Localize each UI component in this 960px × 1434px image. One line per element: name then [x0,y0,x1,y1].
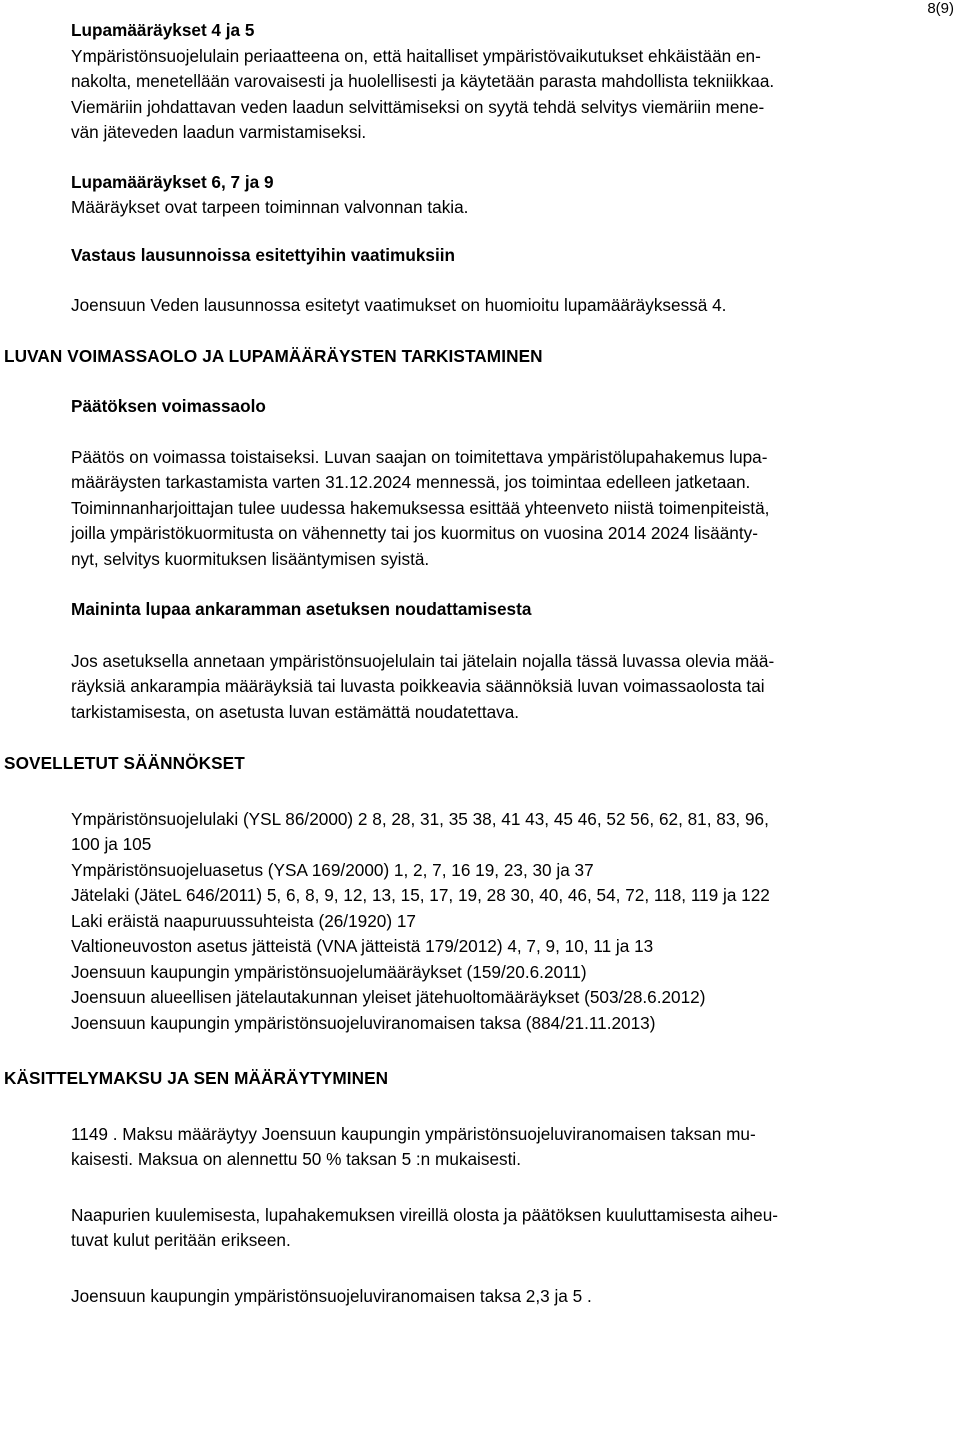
paragraph: Joensuun Veden lausunnossa esitetyt vaatimukset on huomioitu lupamääräyksessä 4. [71,295,727,315]
section-maininta-lupaa [0,597,960,725]
section-heading: Lupamääräykset 6, 7 ja 9 [71,171,274,192]
section-paatoksen-voimassaolo [0,394,960,572]
paragraph-line: Naapurien kuulemisesta, lupahakemuksen vireillä olosta ja päätöksen kuuluttamisesta aiheu- [71,1204,778,1225]
paragraph-line: Viemäriin johdattavan veden laadun selvittämiseksi on syytä tehdä selvitys viemäriin mene- [71,96,765,117]
document-body [0,18,960,1309]
paragraph-line: joilla ympäristökuormitusta on vähennetty tai jos kuormitus on vuosina 2014 2024 lisäänty- [71,523,758,543]
paragraph-line: tarkistamisesta, on asetusta luvan estämättä noudatettava. [71,701,520,722]
section-lupamaaraykset-4-5 [0,18,960,146]
paragraph: Määräykset ovat tarpeen toiminnan valvonnan takia. [71,197,469,217]
paragraph-line: nyt, selvitys kuormituksen lisääntymisen syistä. [71,548,430,569]
paragraph-line: räyksiä ankarampia määräyksiä tai luvasta poikkeavia säännöksiä luvan voimassaolosta tai [71,676,765,696]
list-item: Joensuun kaupungin ympäristönsuojeluviranomaisen taksa (884/21.11.2013) [71,1012,656,1033]
section-kasittelymaksu [0,1122,960,1310]
list-item: Laki eräistä naapuruussuhteista (26/1920) 17 [71,910,416,931]
list-item: Joensuun alueellisen jätelautakunnan yleiset jätehuoltomääräykset (503/28.6.2012) [71,987,706,1007]
main-heading-sovelletut-saannokset: SOVELLETUT SÄÄNNÖKSET [4,753,245,773]
page-number: 8(9) [927,0,954,17]
section-heading: Maininta lupaa ankaramman asetuksen noudattamisesta [71,599,532,619]
paragraph-line: Toiminnanharjoittajan tulee uudessa hakemuksessa esittää yhteenveto niistä toimenpiteistä, [71,497,770,518]
list-item: 100 ja 105 [71,834,152,854]
list-item: Joensuun kaupungin ympäristönsuojelumääräykset (159/20.6.2011) [71,961,587,982]
sub-heading: Päätöksen voimassaolo [71,396,266,416]
list-item: Jätelaki (JäteL 646/2011) 5, 6, 8, 9, 12, 13, 15, 17, 19, 28 30, 40, 46, 54, 72, 118, 119 ja 122 [71,885,770,905]
main-heading-luvan-voimassaolo: LUVAN VOIMASSAOLO JA LUPAMÄÄRÄYSTEN TARKISTAMINEN [4,345,543,366]
paragraph-line: kaisesti. Maksua on alennettu 50 % taksan 5 :n mukaisesti. [71,1149,521,1169]
paragraph-line: nakolta, menetellään varovaisesti ja huolellisesti ja käytetään parasta mahdollista tekniikkaa. [71,71,775,91]
paragraph-line: 1149 . Maksu määräytyy Joensuun kaupungin ympäristönsuojeluviranomaisen taksan mu- [71,1123,756,1144]
paragraph-line: Joensuun kaupungin ympäristönsuojeluviranomaisen taksa 2,3 ja 5 . [71,1285,592,1306]
section-vastaus-lausunnoissa [0,243,960,319]
paragraph-line: vän jäteveden laadun varmistamiseksi. [71,122,367,142]
paragraph-line: tuvat kulut peritään erikseen. [71,1230,291,1250]
section-heading: Vastaus lausunnoissa esitettyihin vaatimuksiin [71,244,455,265]
paragraph-line: määräysten tarkastamista varten 31.12.2024 mennessä, jos toimintaa edelleen jatketaan. [71,472,751,492]
list-item: Valtioneuvoston asetus jätteistä (VNA jätteistä 179/2012) 4, 7, 9, 10, 11 ja 13 [71,936,654,956]
list-item: Ympäristönsuojeluasetus (YSA 169/2000) 1, 2, 7, 16 19, 23, 30 ja 37 [71,859,594,880]
statutes-list [0,807,960,1037]
paragraph-line: Ympäristönsuojelulain periaatteena on, että haitalliset ympäristövaikutukset ehkäistään en- [71,45,761,66]
list-item: Ympäristönsuojelulaki (YSL 86/2000) 2 8, 28, 31, 35 38, 41 43, 45 46, 52 56, 62, 81, 83, 96, [71,808,769,829]
main-heading-kasittelymaksu: KÄSITTELYMAKSU JA SEN MÄÄRÄYTYMINEN [4,1068,389,1088]
paragraph-line: Päätös on voimassa toistaiseksi. Luvan saajan on toimitettava ympäristölupahakemus lupa- [71,446,768,467]
paragraph-line: Jos asetuksella annetaan ympäristönsuojelulain tai jätelain nojalla tässä luvassa olevia mää- [71,650,775,671]
section-heading: Lupamääräykset 4 ja 5 [71,20,255,40]
section-lupamaaraykset-6-7-9 [0,170,960,221]
